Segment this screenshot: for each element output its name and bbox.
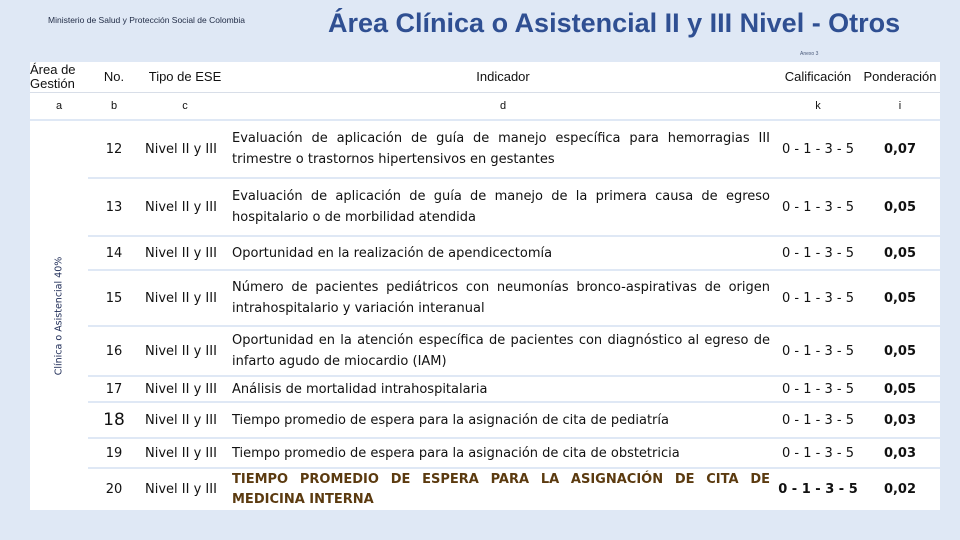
annex-label: Anexo 3 — [800, 51, 819, 57]
row-calificacion: 0 - 1 - 3 - 5 — [776, 468, 860, 510]
letter-indicador: d — [230, 93, 776, 121]
row-indicador: Oportunidad en la atención específica de pacientes con diagnóstico al egreso de infarto agudo de miocardio (IAM) — [230, 326, 776, 376]
letter-ponderacion: i — [860, 93, 940, 121]
row-number: 18 — [88, 402, 140, 438]
table-row — [30, 468, 940, 510]
row-tipo: Nivel II y III — [140, 178, 230, 236]
row-number: 17 — [88, 376, 140, 402]
col-header-tipo: Tipo de ESE — [140, 62, 230, 93]
area-cell — [30, 120, 88, 510]
row-ponderacion: 0,03 — [860, 438, 940, 468]
row-ponderacion: 0,02 — [860, 468, 940, 510]
letter-tipo: c — [140, 93, 230, 121]
table-row — [30, 236, 940, 270]
row-tipo: Nivel II y III — [140, 326, 230, 376]
row-indicador: Evaluación de aplicación de guía de manejo de la primera causa de egreso hospitalario o de morbilidad atendida — [230, 178, 776, 236]
row-number: 15 — [88, 270, 140, 326]
row-tipo: Nivel II y III — [140, 438, 230, 468]
col-header-ponderacion: Ponderación — [860, 62, 940, 93]
row-calificacion: 0 - 1 - 3 - 5 — [776, 236, 860, 270]
row-ponderacion: 0,05 — [860, 326, 940, 376]
row-ponderacion: 0,05 — [860, 236, 940, 270]
row-indicador: TIEMPO PROMEDIO DE ESPERA PARA LA ASIGNACIÓN DE CITA DE MEDICINA INTERNA — [230, 468, 776, 510]
row-ponderacion: 0,07 — [860, 120, 940, 178]
col-header-calificacion: Calificación — [776, 62, 860, 93]
row-number: 16 — [88, 326, 140, 376]
row-calificacion: 0 - 1 - 3 - 5 — [776, 438, 860, 468]
table-row — [30, 178, 940, 236]
row-calificacion: 0 - 1 - 3 - 5 — [776, 376, 860, 402]
row-indicador: Análisis de mortalidad intrahospitalaria — [230, 376, 776, 402]
col-header-no: No. — [88, 62, 140, 93]
row-calificacion: 0 - 1 - 3 - 5 — [776, 178, 860, 236]
row-indicador: Evaluación de aplicación de guía de manejo específica para hemorragias III trimestre o trastornos hipertensivos en gestantes — [230, 120, 776, 178]
row-tipo: Nivel II y III — [140, 376, 230, 402]
table-row — [30, 376, 940, 402]
row-indicador: Tiempo promedio de espera para la asignación de cita de pediatría — [230, 402, 776, 438]
row-number: 19 — [88, 438, 140, 468]
ministry-name: Ministerio de Salud y Protección Social de Colombia — [48, 15, 246, 25]
row-indicador: Tiempo promedio de espera para la asignación de cita de obstetricia — [230, 438, 776, 468]
row-ponderacion: 0,05 — [860, 178, 940, 236]
row-calificacion: 0 - 1 - 3 - 5 — [776, 402, 860, 438]
row-tipo: Nivel II y III — [140, 402, 230, 438]
row-tipo: Nivel II y III — [140, 236, 230, 270]
row-number: 20 — [88, 468, 140, 510]
row-number: 12 — [88, 120, 140, 178]
side-label: Clínica o Asistencial 40% — [53, 256, 65, 375]
row-calificacion: 0 - 1 - 3 - 5 — [776, 120, 860, 178]
page-title: Área Clínica o Asistencial II y III Nivel - Otros — [328, 8, 901, 38]
row-tipo: Nivel II y III — [140, 270, 230, 326]
table-row — [30, 402, 940, 438]
table-header-row — [30, 62, 940, 93]
row-number: 13 — [88, 178, 140, 236]
table-row — [30, 270, 940, 326]
row-calificacion: 0 - 1 - 3 - 5 — [776, 326, 860, 376]
row-tipo: Nivel II y III — [140, 120, 230, 178]
row-indicador: Oportunidad en la realización de apendicectomía — [230, 236, 776, 270]
letter-no: b — [88, 93, 140, 121]
row-number: 14 — [88, 236, 140, 270]
row-calificacion: 0 - 1 - 3 - 5 — [776, 270, 860, 326]
table-row — [30, 438, 940, 468]
table-row — [30, 120, 940, 178]
row-indicador: Número de pacientes pediátricos con neumonías bronco-aspirativas de origen intrahospitalario y variación interanual — [230, 270, 776, 326]
col-header-area: Área de Gestión — [30, 62, 88, 93]
table-letter-row — [30, 93, 940, 121]
indicators-table — [30, 62, 940, 510]
letter-calificacion: k — [776, 93, 860, 121]
row-tipo: Nivel II y III — [140, 468, 230, 510]
col-header-indicador: Indicador — [230, 62, 776, 93]
row-ponderacion: 0,03 — [860, 402, 940, 438]
letter-area: a — [30, 93, 88, 121]
row-ponderacion: 0,05 — [860, 376, 940, 402]
row-ponderacion: 0,05 — [860, 270, 940, 326]
table-row — [30, 326, 940, 376]
